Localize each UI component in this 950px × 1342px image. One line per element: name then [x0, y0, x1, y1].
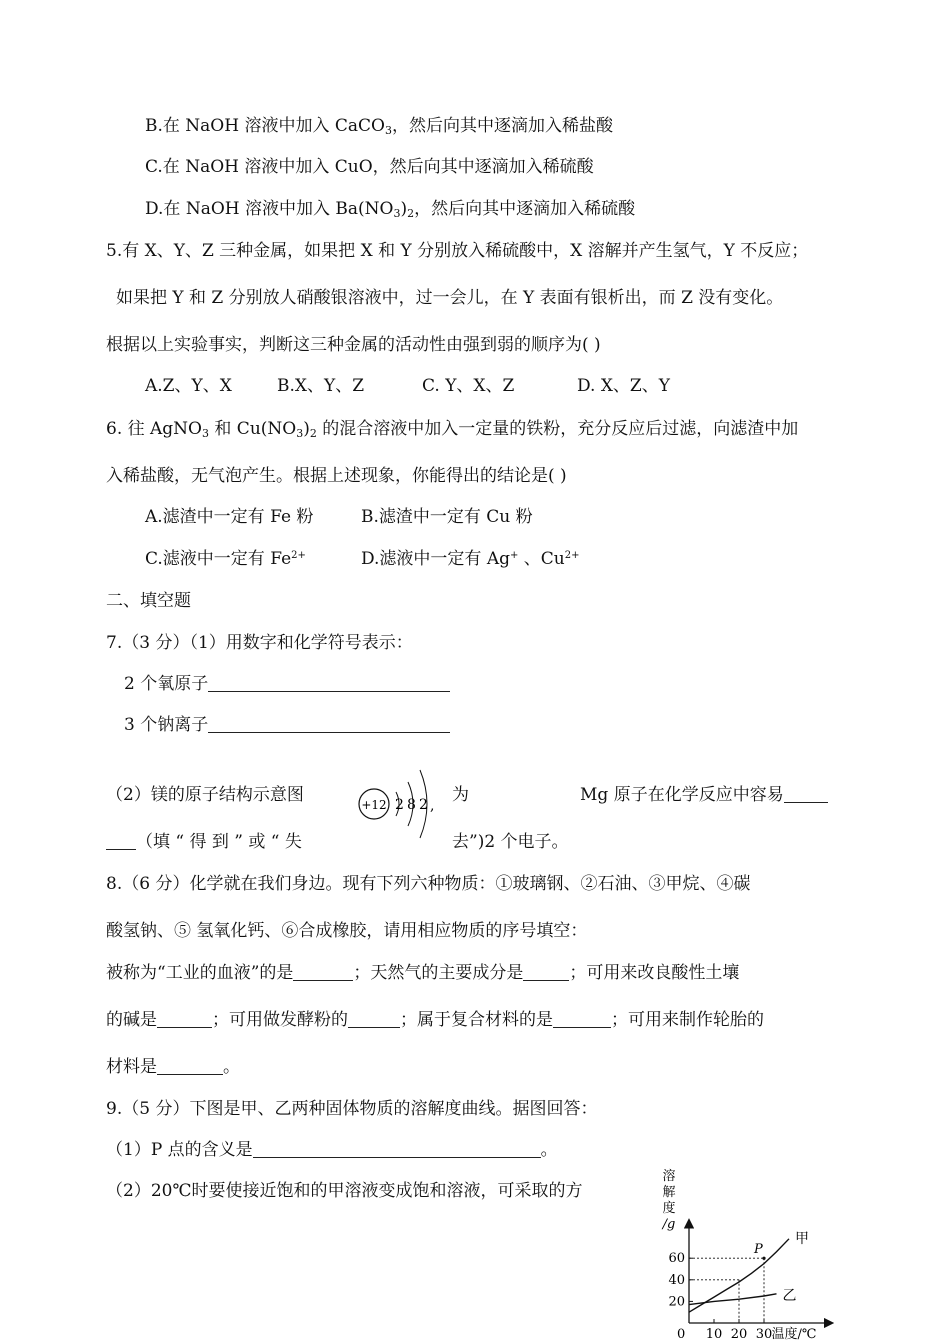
- point-p-label: P: [754, 1242, 763, 1258]
- q7-part2-left: （2）镁的原子结构示意图: [106, 785, 304, 805]
- y-axis-label-2: 解: [662, 1185, 676, 1200]
- point-p-marker: [762, 1257, 765, 1260]
- q5-options: [145, 375, 670, 397]
- y-axis-label-3: 度: [662, 1201, 676, 1216]
- q6-option-b: B.滤渣中一定有 Cu 粉: [361, 507, 533, 527]
- q4-option-b: B.在 NaOH 溶液中加入 CaCO$_3$，然后向其中逐滴加入稀盐酸: [145, 116, 613, 137]
- q5-option-c: C. Y、X、Z: [422, 376, 515, 396]
- q8-blank-5[interactable]: [553, 1009, 611, 1028]
- q9-part1: （1）P 点的含义是 。: [106, 1140, 558, 1160]
- y-axis-label-1: 溶: [662, 1169, 676, 1184]
- y-tick-label-40: 40: [668, 1272, 685, 1288]
- q8-line2: 酸氢钠、⑤ 氢氧化钙、⑥合成橡胶，请用相应物质的序号填空：: [106, 921, 588, 941]
- q5-option-b: B.X、Y、Z: [277, 376, 365, 396]
- q6-options-ab: [145, 506, 533, 528]
- shell-3-count: 2: [419, 797, 428, 813]
- y-axis-label: [661, 1168, 676, 1232]
- shell-1-count: 2: [395, 797, 404, 813]
- section-heading: 二、填空题: [106, 591, 191, 611]
- q6-line2: 入稀盐酸，无气泡产生。根据上述现象，你能得出的结论是( ): [106, 466, 567, 486]
- x-tick-label-20: 20: [730, 1327, 748, 1342]
- series-label-1: 甲: [795, 1230, 809, 1247]
- q7-part2-mid: 为: [452, 785, 469, 805]
- q8-blank-4[interactable]: [348, 1009, 400, 1028]
- q4-option-c: C.在 NaOH 溶液中加入 CuO，然后向其中逐滴加入稀硫酸: [145, 157, 594, 177]
- atom-comma: ,: [430, 798, 435, 814]
- q5-line3: 根据以上实验事实，判断这三种金属的活动性由强到弱的顺序为( ): [106, 335, 601, 355]
- x-tick-label-10: 10: [705, 1327, 723, 1342]
- q6-options-cd: [145, 548, 580, 570]
- q6-option-a: A.滤渣中一定有 Fe 粉: [145, 507, 314, 527]
- q8-blank-3[interactable]: [157, 1009, 212, 1028]
- q7-part2-line2-end: 去”)2 个电子。: [452, 832, 569, 852]
- x-tick-label-30: 30: [755, 1327, 773, 1342]
- q7-blank-2[interactable]: [208, 714, 450, 733]
- q8-blank-2[interactable]: [523, 962, 569, 981]
- q8-line1: 8.（6 分）化学就在我们身边。现有下列六种物质：①玻璃钢、②石油、③甲烷、④碳: [106, 874, 751, 894]
- q9-blank-1[interactable]: [253, 1139, 541, 1158]
- y-tick-label-60: 60: [668, 1251, 685, 1267]
- series-curve-2: [689, 1294, 777, 1305]
- q8-line4: 的碱是 ；可用做发酵粉的 ；属于复合材料的是 ；可用来制作轮胎的: [106, 1010, 764, 1030]
- q7-item2: 3 个钠离子: [124, 714, 450, 736]
- q8-blank-1[interactable]: [293, 962, 353, 981]
- q7-title: 7.（3 分）（1）用数字和化学符号表示：: [106, 633, 413, 653]
- q7-blank-1[interactable]: [208, 673, 450, 692]
- q7-part2-right: Mg 原子在化学反应中容易: [580, 784, 828, 806]
- q6-line1: 6. 往 AgNO$_3$ 和 $Cu(NO_3)_2$ 的混合溶液中加入一定量的铁粉，充分反应后过滤，向滤渣中加: [106, 419, 799, 440]
- q5-option-a: A.Z、Y、X: [145, 376, 232, 396]
- q8-line3: 被称为“工业的血液”的是 ；天然气的主要成分是 ；可用来改良酸性土壤: [106, 963, 740, 983]
- origin-label: 0: [677, 1327, 686, 1342]
- q7-blank-3b[interactable]: [106, 831, 136, 850]
- x-axis-label: 温度/℃: [771, 1327, 817, 1342]
- series-label-2: 乙: [782, 1287, 797, 1304]
- q9-part2: （2）20℃时要使接近饱和的甲溶液变成饱和溶液，可采取的方: [106, 1181, 583, 1201]
- q5-line1: 5.有 X、Y、Z 三种金属，如果把 X 和 Y 分别放入稀硫酸中，X 溶解并产生氢气，Y 不反应；: [106, 241, 809, 261]
- q6-option-c: C.滤液中一定有 $Fe^{2+}$: [145, 549, 306, 569]
- y-axis-label-4: /g: [662, 1217, 676, 1232]
- q7-item1: 2 个氧原子: [124, 673, 450, 695]
- q7-blank-3a[interactable]: [784, 784, 828, 803]
- q7-part2-line2: （填 “ 得 到 ” 或 “ 失: [106, 831, 302, 853]
- magnesium-atom-diagram: [350, 764, 445, 844]
- nucleus-label: +12: [361, 798, 387, 812]
- q5-option-d: D. X、Z、Y: [577, 376, 670, 396]
- solubility-chart: [655, 1163, 845, 1342]
- q8-line5: 材料是 。: [106, 1057, 240, 1077]
- y-tick-label-20: 20: [668, 1294, 685, 1310]
- q9-title: 9.（5 分）下图是甲、乙两种固体物质的溶解度曲线。据图回答：: [106, 1099, 598, 1119]
- q5-line2: 如果把 Y 和 Z 分别放人硝酸银溶液中，过一会儿，在 Y 表面有银析出，而 Z 没有变化。: [116, 288, 784, 308]
- shell-2-count: 8: [407, 797, 416, 813]
- q8-blank-6[interactable]: [157, 1056, 223, 1075]
- q4-option-d: D.在 NaOH 溶液中加入 $Ba(NO_3)_2$，然后向其中逐滴加入稀硫酸: [145, 199, 636, 220]
- q6-option-d: D.滤液中一定有 Ag+ 、$Cu^{2+}$: [361, 549, 580, 569]
